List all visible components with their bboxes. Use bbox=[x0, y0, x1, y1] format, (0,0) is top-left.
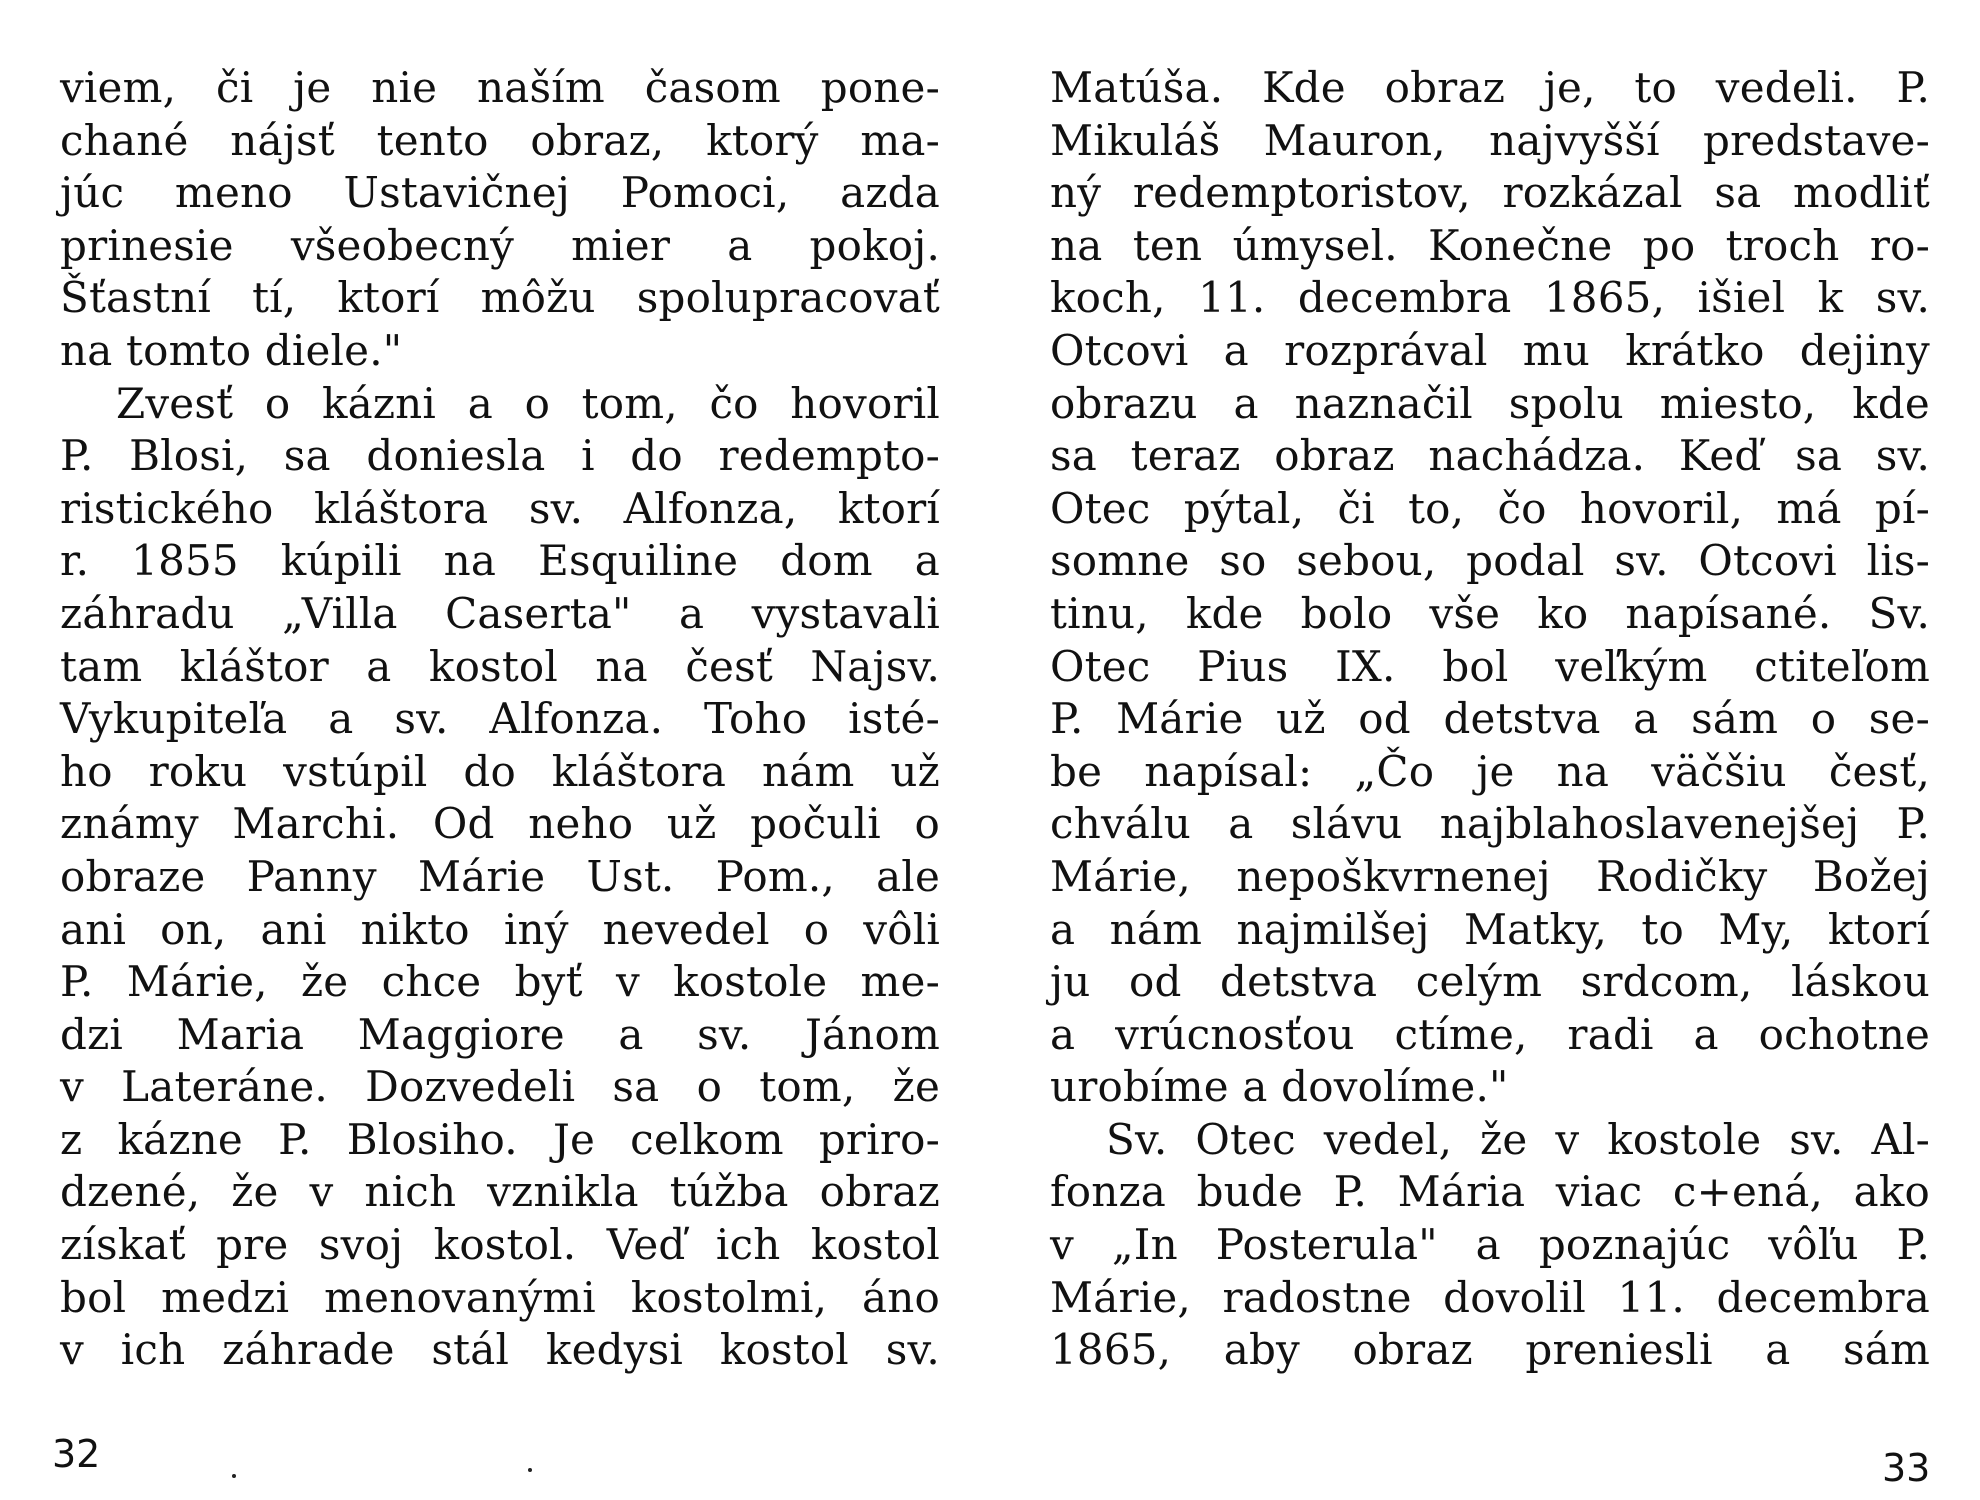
text-line: P. Blosi, sa doniesla i do redempto- bbox=[60, 431, 940, 481]
print-speck bbox=[232, 1474, 236, 1478]
text-line: Vykupiteľa a sv. Alfonza. Toho isté- bbox=[60, 694, 940, 744]
text-line: ani on, ani nikto iný nevedel o vôli bbox=[60, 904, 940, 954]
print-speck bbox=[528, 1468, 532, 1472]
text-line: Sv. Otec vedel, že v kostole sv. Al- bbox=[1106, 1114, 1930, 1164]
text-line: be napísal: „Čo je na väčšiu česť, bbox=[1050, 746, 1930, 796]
text-line: a vrúcnosťou ctíme, radi a ochotne bbox=[1050, 1009, 1930, 1059]
text-line: ho roku vstúpil do kláštora nám už bbox=[60, 746, 940, 796]
right-page bbox=[990, 0, 1980, 1500]
text-line: získať pre svoj kostol. Veď ich kostol bbox=[60, 1220, 940, 1270]
text-line: urobíme a dovolíme." bbox=[1050, 1062, 1509, 1112]
text-line: ju od detstva celým srdcom, láskou bbox=[1050, 957, 1930, 1007]
text-line: júc meno Ustavičnej Pomoci, azda bbox=[60, 168, 940, 218]
text-line: ristického kláštora sv. Alfonza, ktorí bbox=[60, 483, 940, 533]
text-line: dzi Maria Maggiore a sv. Jánom bbox=[60, 1009, 940, 1059]
text-line: Otec pýtal, či to, čo hovoril, má pí- bbox=[1050, 483, 1930, 533]
left-page-text bbox=[60, 62, 940, 1377]
text-line: bol medzi menovanými kostolmi, áno bbox=[60, 1272, 940, 1322]
text-line: 1865, aby obraz preniesli a sám bbox=[1050, 1325, 1930, 1375]
text-line: a nám najmilšej Matky, to My, ktorí bbox=[1050, 904, 1930, 954]
text-line: sa teraz obraz nachádza. Keď sa sv. bbox=[1050, 431, 1930, 481]
text-line: Mikuláš Mauron, najvyšší predstave- bbox=[1050, 115, 1930, 165]
text-line: viem, či je nie naším časom pone- bbox=[60, 63, 940, 112]
text-line: obraze Panny Márie Ust. Pom., ale bbox=[60, 851, 940, 901]
text-line: chválu a slávu najblahoslavenejšej P. bbox=[1050, 799, 1930, 849]
page-number: 33 bbox=[1882, 1446, 1931, 1490]
page-number: 32 bbox=[52, 1432, 101, 1476]
text-line: Zvesť o kázni a o tom, čo hovoril bbox=[116, 378, 940, 428]
text-line: Otcovi a rozprával mu krátko dejiny bbox=[1050, 325, 1930, 375]
text-line: na tomto diele." bbox=[60, 325, 403, 375]
text-line: v ich záhrade stál kedysi kostol sv. bbox=[60, 1325, 940, 1375]
text-line: prinesie všeobecný mier a pokoj. bbox=[60, 220, 940, 270]
text-line: ný redemptoristov, rozkázal sa modliť bbox=[1050, 168, 1930, 218]
text-line: v „In Posterula" a poznajúc vôľu P. bbox=[1050, 1220, 1930, 1270]
text-line: somne so sebou, podal sv. Otcovi lis- bbox=[1050, 536, 1930, 586]
text-line: na ten úmysel. Konečne po troch ro- bbox=[1050, 220, 1930, 270]
text-line: fonza bude P. Mária viac c+ená, ako bbox=[1050, 1167, 1930, 1217]
text-line: záhradu „Villa Caserta" a vystavali bbox=[60, 588, 940, 638]
text-line: Márie, nepoškvrnenej Rodičky Božej bbox=[1050, 851, 1930, 901]
text-line: Matúša. Kde obraz je, to vedeli. P. bbox=[1050, 63, 1930, 112]
text-line: r. 1855 kúpili na Esquiline dom a bbox=[60, 536, 940, 586]
text-line: Otec Pius IX. bol veľkým ctiteľom bbox=[1050, 641, 1930, 691]
right-page-text bbox=[1050, 62, 1930, 1377]
text-line: tam kláštor a kostol na česť Najsv. bbox=[60, 641, 940, 691]
text-line: známy Marchi. Od neho už počuli o bbox=[60, 799, 940, 849]
text-line: obrazu a naznačil spolu miesto, kde bbox=[1050, 378, 1930, 428]
text-line: chané nájsť tento obraz, ktorý ma- bbox=[60, 115, 940, 165]
text-line: z kázne P. Blosiho. Je celkom priro- bbox=[60, 1114, 940, 1164]
text-line: koch, 11. decembra 1865, išiel k sv. bbox=[1050, 273, 1930, 323]
text-line: v Lateráne. Dozvedeli sa o tom, že bbox=[60, 1062, 940, 1112]
text-line: P. Márie, že chce byť v kostole me- bbox=[60, 957, 940, 1007]
text-line: P. Márie už od detstva a sám o se- bbox=[1050, 694, 1930, 744]
text-line: Šťastní tí, ktorí môžu spolupracovať bbox=[60, 273, 940, 323]
text-line: Márie, radostne dovolil 11. decembra bbox=[1050, 1272, 1930, 1322]
text-line: tinu, kde bolo vše ko napísané. Sv. bbox=[1050, 588, 1930, 638]
text-line: dzené, že v nich vznikla túžba obraz bbox=[60, 1167, 940, 1217]
